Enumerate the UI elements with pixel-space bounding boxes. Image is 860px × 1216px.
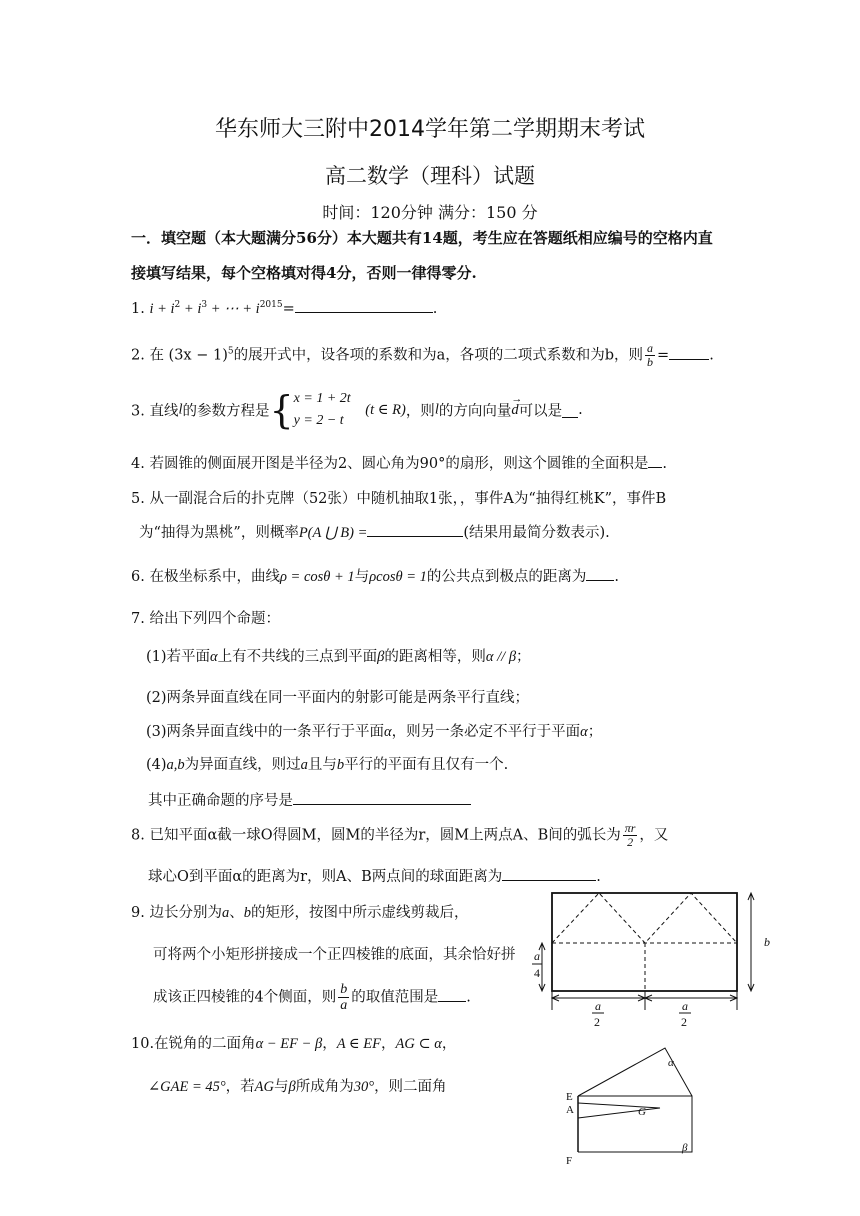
question-8-line1 [131, 822, 668, 849]
q3-vector-letter: d [511, 401, 519, 418]
q3-text-a: 3. 直线 [131, 403, 179, 420]
q6-text-b: 与 [354, 569, 370, 585]
q7-p3-text-a: (3)两条异面直线中的一条平行于平面 [146, 724, 385, 740]
q9-label-b: b [764, 935, 770, 949]
question-10-line1 [131, 1032, 456, 1053]
q7-p1-relation: α // β [485, 649, 517, 665]
q6-text-a: 6. 在极坐标系中，曲线 [131, 569, 280, 585]
q3-vector-arrow: → [511, 392, 523, 405]
q4-end: . [662, 456, 667, 472]
q1-expr-b: + i [180, 301, 202, 317]
q7-proposition-3 [146, 720, 602, 741]
q7-p4-ab: a,b [166, 757, 185, 773]
q9-a: a [221, 905, 230, 921]
q1-expr-a: i + i [149, 301, 175, 317]
q1-equals: = [282, 301, 295, 317]
q10-text-a: 10.在锐角的二面角 [131, 1036, 256, 1052]
q9-text-d: 的取值范围是 [351, 989, 439, 1006]
q2-fraction [645, 342, 655, 369]
q10-label-a: A [566, 1104, 574, 1116]
q3-text-b: 的参数方程是 [182, 403, 270, 420]
q9-label-a2-den-left: 2 [594, 1015, 600, 1028]
q9-b: b [243, 905, 251, 921]
q1-number: 1. [131, 301, 145, 317]
q8-frac-num: πr [624, 821, 636, 835]
question-10-line2 [148, 1075, 447, 1096]
q9-answer-blank[interactable] [438, 987, 466, 1002]
q7-p1-beta: β [377, 649, 385, 665]
question-6 [131, 565, 619, 586]
q4-answer-blank[interactable] [648, 453, 662, 468]
q6-answer-blank[interactable] [586, 566, 614, 581]
q5-answer-blank[interactable] [367, 522, 463, 537]
q8-frac-den: 2 [627, 835, 634, 849]
q3-line-l-2: l [434, 401, 439, 418]
q3-line-l: l [178, 401, 183, 418]
q7-proposition-4 [146, 753, 508, 774]
q7-p3-end: ； [587, 724, 603, 740]
q6-end: . [614, 569, 619, 585]
q9-label-a2-den-right: 2 [681, 1015, 687, 1028]
question-5-line2 [139, 521, 610, 542]
question-4 [131, 452, 667, 473]
q3-row2: y = 2 − t [293, 413, 344, 428]
section-heading-line1: 一．填空题（本大题满分56分）本大题共有14题，考生应在答题纸相应编号的空格内直 [131, 229, 713, 247]
q10-ag: AG [254, 1079, 275, 1095]
q1-expr-c: + ⋯ + i [207, 301, 260, 317]
q7-p3-alpha-2: α [580, 724, 588, 740]
q2-frac-num: a [647, 341, 654, 355]
q8-end: . [596, 869, 601, 885]
q9-label-a4-den: 4 [534, 966, 540, 980]
q10-text-e: ，则二面角 [374, 1079, 447, 1095]
q10-line-ag [578, 1103, 660, 1108]
q3-brace: { [269, 388, 294, 432]
q9-fraction [338, 982, 349, 1013]
q5-prob-expr: P(A ⋃ B) = [298, 525, 368, 541]
q8-answer-blank[interactable] [502, 866, 596, 881]
q2-frac-den: b [647, 355, 654, 369]
question-2 [131, 342, 714, 369]
q3-system [294, 388, 351, 432]
q7-proposition-1 [146, 645, 531, 666]
page-title: 华东师大三附中2014学年第二学期期末考试 [215, 117, 645, 142]
q4-text: 4. 若圆锥的侧面展开图是半径为2、圆心角为90°的扇形，则这个圆锥的全面积是 [131, 456, 649, 472]
q8-text-c: 球心O到平面α的距离为r，则A、B两点间的球面距离为 [148, 869, 503, 885]
q2-text-b: 的展开式中，设各项的系数和为a，各项的二项式系数和为b，则 [233, 347, 644, 364]
q7-p4-text-b: 为异面直线，则过 [184, 757, 301, 773]
q8-fraction [623, 822, 638, 849]
q10-label-alpha: α [668, 1057, 674, 1069]
q2-tail: = [657, 347, 670, 364]
q9-text-c: 成该正四棱锥的4个侧面，则 [153, 989, 337, 1006]
q10-sep3: ， [441, 1036, 457, 1052]
q8-text-b: ，又 [639, 827, 669, 844]
question-3 [131, 388, 583, 432]
q7-proposition-2: (2)两条异面直线在同一平面内的射影可能是两条平行直线； [146, 690, 530, 706]
q6-curve-1: ρ = cosθ + 1 [279, 569, 355, 585]
q10-label-e: E [566, 1091, 573, 1103]
question-1 [131, 298, 437, 318]
q9-text-b: 的矩形，按图中所示虚线剪裁后， [250, 905, 469, 921]
q3-answer-blank[interactable] [562, 403, 578, 418]
q10-sep2: ， [380, 1036, 396, 1052]
q10-angle-gae: ∠GAE = 45° [148, 1079, 226, 1095]
q9-sep: 、 [229, 905, 244, 921]
q10-in-relation: A ∈ EF [336, 1036, 381, 1052]
q1-exp-2015: 2015 [259, 300, 283, 311]
q9-end: . [466, 989, 471, 1006]
q9-label-a2-num-right: a [682, 999, 688, 1013]
q10-angle-30: 30° [353, 1079, 375, 1095]
q7-p4-text-d: 平行的平面有且仅有一个. [344, 757, 509, 773]
q10-label-beta: β [682, 1142, 688, 1154]
q3-row1: x = 1 + 2t [293, 391, 351, 406]
q1-exp-2: 2 [174, 300, 181, 311]
q7-ask-text: 其中正确命题的序号是 [148, 793, 293, 809]
q2-exp: 5 [227, 346, 234, 357]
q7-answer-blank[interactable] [293, 790, 471, 805]
question-9-line3 [153, 982, 471, 1013]
section-heading-line2: 接填写结果，每个空格填对得4分，否则一律得零分. [131, 264, 477, 282]
q3-text-d: 的方向向量 [438, 403, 512, 420]
q7-p3-alpha-1: α [384, 724, 392, 740]
q7-p1-end: ； [516, 649, 531, 665]
q7-p1-text-c: 的距离相等，则 [384, 649, 486, 665]
q6-text-c: 的公共点到极点的距离为 [426, 569, 587, 585]
q7-p1-text-b: 上有不共线的三点到平面 [217, 649, 378, 665]
q1-exp-3: 3 [201, 300, 208, 311]
q10-subset-relation: AG ⊂ α [395, 1036, 442, 1052]
q3-condition: (t ∈ R) [365, 401, 406, 418]
q10-label-g: G [638, 1106, 646, 1118]
q10-text-d: 所成角为 [295, 1079, 354, 1095]
q10-dihedral: α − EF − β [255, 1036, 323, 1052]
q3-text-c: ，则 [405, 403, 435, 420]
q2-end: . [709, 347, 714, 364]
q7-p4-b: b [336, 757, 345, 773]
exam-info: 时间：120分钟 满分：150 分 [322, 203, 538, 222]
q9-label-a2-num-left: a [595, 999, 601, 1013]
q9-frac-num: b [340, 982, 348, 997]
q6-curve-2: ρcosθ = 1 [369, 569, 427, 585]
q1-answer-blank[interactable] [295, 298, 433, 313]
q1-end: . [432, 301, 438, 317]
q7-p4-a: a [300, 757, 308, 773]
q3-text-e: 可以是 [518, 403, 563, 420]
q2-text-a: 2. 在 (3x − 1) [131, 347, 228, 364]
q7-p4-text-a: (4) [146, 757, 167, 773]
q10-line-ga [578, 1108, 660, 1118]
q10-text-c: 与 [274, 1079, 289, 1095]
q10-beta: β [288, 1079, 296, 1095]
q5-text-a: 为“抽得为黑桃”，则概率 [139, 525, 299, 541]
question-9-line2: 可将两个小矩形拼接成一个正四棱锥的底面，其余恰好拼 [153, 947, 516, 963]
question-8-line2 [148, 865, 601, 886]
q10-text-b: ，若 [225, 1079, 255, 1095]
q7-ask [148, 789, 471, 810]
q9-frac-den: a [340, 998, 348, 1013]
q3-end: . [578, 402, 583, 418]
q9-zigzag-cut [552, 893, 737, 943]
question-7-intro: 7. 给出下列四个命题： [131, 611, 280, 627]
q10-label-f: F [566, 1155, 573, 1167]
q9-label-a4-num: a [534, 949, 540, 963]
q7-p3-text-b: ，则另一条必定不平行于平面 [391, 724, 581, 740]
q10-sep1: ， [322, 1036, 337, 1052]
q10-plane-alpha [578, 1048, 692, 1096]
q3-vector-d [511, 392, 523, 419]
question-5-line1: 5. 从一副混合后的扑克牌（52张）中随机抽取1张，，事件A为“抽得红桃K”，事件B [131, 491, 667, 507]
q10-dihedral-figure [560, 1040, 710, 1170]
question-9-line1 [131, 901, 468, 922]
q7-p4-text-c: 且与 [307, 757, 337, 773]
q5-text-b: (结果用最简分数表示). [463, 525, 610, 541]
q2-answer-blank[interactable] [669, 345, 709, 360]
page-subtitle: 高二数学（理科）试题 [325, 164, 535, 188]
q7-p1-text-a: (1)若平面 [146, 649, 211, 665]
q9-text-a: 9. 边长分别为 [131, 905, 222, 921]
q9-rectangle-figure [522, 888, 782, 1028]
q8-text-a: 8. 已知平面α截一球O得圆M，圆M的半径为r，圆M上两点A、B间的弧长为 [131, 827, 621, 844]
q7-p1-alpha: α [210, 649, 218, 665]
